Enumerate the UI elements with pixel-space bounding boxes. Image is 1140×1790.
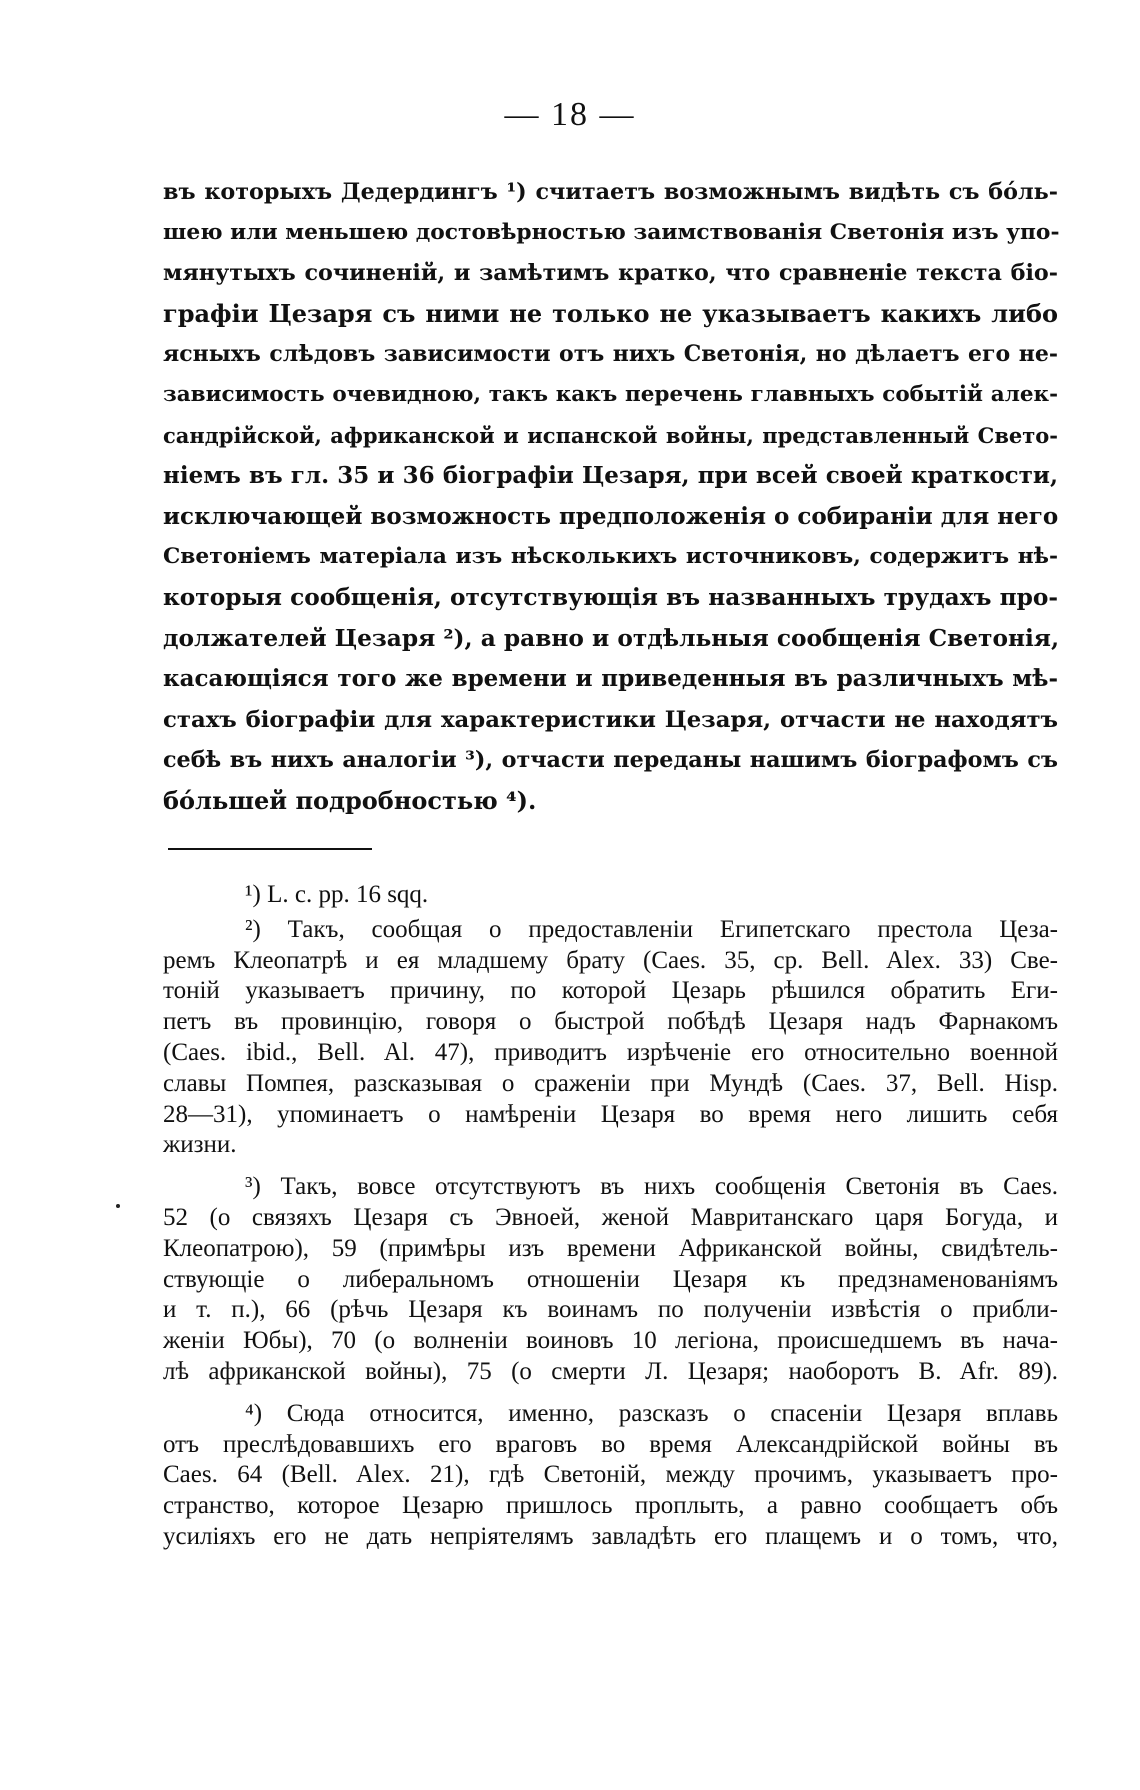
footnote-4 [163,1399,1058,1430]
footnote-line: петъ въ провинцію, говоря о быстрой побѣдѣ Цезаря надъ Фарнакомъ [163,1008,1058,1036]
footnote-text: Такъ, вовсе отсутствуютъ въ нихъ сообщенія Светонія въ Caes. [280,1173,1058,1201]
footnote-text: L. c. pp. 16 sqq. [267,881,429,908]
body-line: графіи Цезаря съ ними не только не указываетъ какихъ либо [163,298,1058,328]
body-line: ніемъ въ гл. 35 и 36 біографіи Цезаря, при всей своей краткости, [163,462,1058,490]
footnote-line: 52 (о связяхъ Цезаря съ Эвноей, женой Мавританскаго царя Богуда, и [163,1203,1058,1231]
footnote-line: и т. п.), 66 (рѣчь Цезаря къ воинамъ по полученіи извѣстія о прибли- [163,1296,1058,1324]
body-line: зависимость очевидною, такъ какъ перечень главныхъ событій алек- [163,381,1058,407]
footnote-line: жизни. [163,1131,237,1159]
body-line: ясныхъ слѣдовъ зависимости отъ нихъ Светонія, но дѣлаетъ его не- [163,341,1058,368]
body-line: себѣ въ нихъ аналогіи ³), отчасти переданы нашимъ біографомъ съ [163,747,1058,774]
footnote-line: ствующіе о либеральномъ отношеніи Цезаря къ предзнаменованіямъ [163,1265,1058,1293]
footnote-line: женіи Юбы), 70 (о волненіи воиновъ 10 легіона, происшедшемъ въ нача- [163,1327,1058,1355]
footnote-2 [163,915,1058,946]
body-text [163,172,1058,822]
body-line: которыя сообщенія, отсутствующія въ названныхъ трудахъ про- [163,583,1058,611]
stray-ink-dot [116,1204,120,1208]
footnote-line: тоній указываетъ причину, по которой Цезарь рѣшился обратить Еги- [163,977,1058,1005]
footnote-marker: ²) [245,915,261,943]
body-line: шею или меньшею достовѣрностью заимствованія Светонія изъ упо- [163,219,1060,245]
body-line: касающіяся того же времени и приведенныя въ различныхъ мѣ- [163,665,1058,693]
footnote-3 [163,1172,1058,1203]
page-number: — 18 — [504,96,636,133]
footnote-line: отъ преслѣдовавшихъ его враговъ во время Александрійской войны въ [163,1430,1058,1458]
footnote-line: странство, которое Цезарю пришлось проплыть, а равно сообщаетъ объ [163,1492,1058,1520]
body-line: должателей Цезаря ²), а равно и отдѣльныя сообщенія Светонія, [163,624,1060,652]
footnote-separator [168,848,372,850]
footnote-text: Сюда относится, именно, разсказъ о спасеніи Цезаря вплавь [286,1399,1058,1427]
footnote-marker: ³) [245,1173,261,1201]
footnote-line: славы Помпея, разсказывая о сраженіи при Мундѣ (Caes. 37, Bell. Hisp. [163,1069,1058,1097]
body-line: сандрійской, африканской и испанской войны, представленный Свето- [163,422,1058,448]
footnotes [163,880,1058,1553]
footnote-text: Такъ, сообщая о предоставленіи Египетскаго престола Цеза- [287,915,1058,943]
body-line: стахъ біографіи для характеристики Цезаря, отчасти не находятъ [163,706,1058,733]
footnote-line: 28—31), упоминаетъ о намѣреніи Цезаря во время него лишить себя [163,1100,1058,1128]
footnote-line: усиліяхъ его не дать непріятелямъ завладѣть его плащемъ и о томъ, что, [163,1522,1058,1550]
body-line: Светоніемъ матеріала изъ нѣсколькихъ источниковъ, содержитъ нѣ- [163,544,1058,570]
footnote-line: лѣ африканской войны), 75 (о смерти Л. Цезаря; наоборотъ B. Afr. 89). [163,1357,1058,1385]
body-line: мянутыхъ сочиненій, и замѣтимъ кратко, что сравненіе текста біо- [163,260,1058,287]
body-line: бо́льшей подробностью ⁴). [163,785,537,815]
body-line: исключающей возможность предположенія о собираніи для него [163,502,1059,530]
footnote-line: Клеопатрою), 59 (примѣры изъ времени Африканской войны, свидѣтель- [163,1234,1058,1262]
footnote-line: ремъ Клеопатрѣ и ея младшему брату (Caes. 35, cp. Bell. Alex. 33) Све- [163,946,1058,974]
body-line: въ которыхъ Дедердингъ ¹) считаетъ возможнымъ видѣть съ бо́ль- [163,179,1058,205]
footnote-marker: ⁴) [245,1399,263,1427]
footnote-line: Caes. 64 (Bell. Alex. 21), гдѣ Светоній, между прочимъ, указываетъ про- [163,1461,1058,1489]
footnote-line: (Caes. ibid., Bell. Al. 47), приводитъ изрѣченіе его относительно военной [163,1038,1058,1066]
footnote-1 [163,880,1058,911]
footnote-marker: ¹) [245,881,261,908]
